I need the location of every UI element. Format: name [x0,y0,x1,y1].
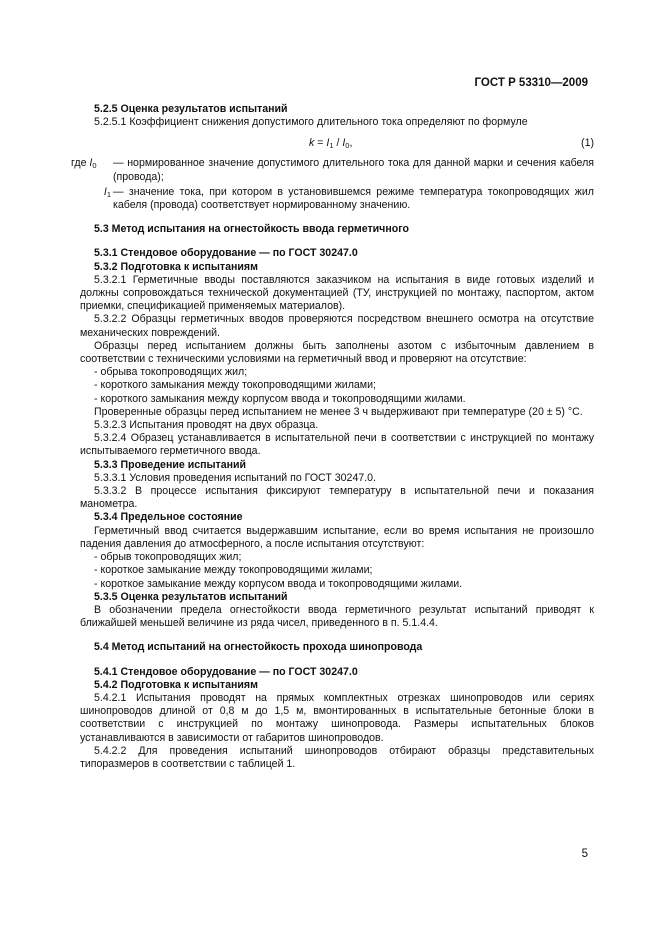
list-item: - обрыв токопроводящих жил; [94,551,242,564]
paragraph-5-3-2-2: 5.3.2.2 Образцы герметичных вводов проверяются посредством внешнего осмотра на отсутствие механических повреждений. [80,313,594,339]
formula-number: (1) [581,137,594,150]
subsection-heading-5-3-4: 5.3.4 Предельное состояние [94,511,243,524]
paragraph-5-3-2-4: 5.3.2.4 Образец устанавливается в испытательной печи в соответствии с инструкцией по монтажу испытываемого герметичного ввода. [80,432,594,458]
list-item: - короткое замыкание между корпусом ввода и токопроводящими жилами. [94,577,463,590]
list-item: - короткого замыкания между токопроводящими жилами; [94,379,376,392]
section-heading-5-3: 5.3 Метод испытания на огнестойкость ввода герметичного [94,223,409,236]
subsection-heading-5-3-3: 5.3.3 Проведение испытаний [94,458,247,471]
subsection-heading-5-3-5: 5.3.5 Оценка результатов испытаний [94,590,288,603]
section-heading-5-4: 5.4 Метод испытаний на огнестойкость прохода шинопровода [94,641,423,654]
paragraph-5-3-2-1: 5.3.2.1 Герметичные вводы поставляются заказчиком на испытания в виде готовых изделий и должны сопровождаться технической документацией (ТУ, инструкцией по монтажу, паспортом, актом приемки, спецификацией применяемых материалов). [80,273,594,313]
list-item: - короткого замыкания между корпусом ввода и токопроводящими жилами. [94,392,466,405]
paragraph-5-3-3-2: 5.3.3.2 В процессе испытания фиксируют температуру в испытательной печи и показания манометра. [80,485,594,511]
subsection-heading-5-3-1: 5.3.1 Стендовое оборудование — по ГОСТ 30247.0 [94,247,358,260]
list-item: - короткое замыкание между токопроводящими жилами; [94,564,373,577]
definition-i0: где $I_0$ — нормированное значение допустимого длительного тока для данной марки и сечения кабеля (провода); [71,157,594,183]
paragraph-5-3-2-3: 5.3.2.3 Испытания проводят на двух образца. [94,419,319,432]
formula-definitions [71,157,594,212]
formula-expression: $k = I_1 / I_0$, [309,137,353,151]
paragraph-5-2-5-1: 5.2.5.1 Коэффициент снижения допустимого длительного тока определяют по формуле [94,116,528,129]
list-item: - обрыва токопроводящих жил; [94,366,248,379]
formula-1 [80,135,594,155]
paragraph-nitrogen-fill: Образцы перед испытанием должны быть заполнены азотом с избыточным давлением в соответствии с техническими условиями на герметичный ввод и проверяют на отсутствие: [80,339,594,366]
subsection-heading-5-4-2: 5.4.2 Подготовка к испытаниям [94,678,258,691]
paragraph-5-4-2-1: 5.4.2.1 Испытания проводят на прямых комплектных отрезках шинопроводов или сериях шинопроводов длиной от 0,8 м до 1,5 м, вмонтированных в испытательные бетонные блоки в соответствии с инструкцией по монтажу шинопровода. Размеры испытательных блоков устанавливаются в зависимости от габаритов шинопроводов. [80,691,594,744]
paragraph-5-3-5: В обозначении предела огнестойкости ввода герметичного результат испытаний приводят к ближайшей меньшей величине из ряда чисел, приведенного в п. 5.1.4.4. [80,603,594,630]
paragraph-5-4-2-2: 5.4.2.2 Для проведения испытаний шинопроводов отбирают образцы представительных типоразмеров в соответствии с таблицей 1. [80,744,594,770]
subsection-heading-5-4-1: 5.4.1 Стендовое оборудование — по ГОСТ 30247.0 [94,665,358,678]
paragraph-5-3-4: Герметичный ввод считается выдержавшим испытание, если во время испытания не произошло падения давления до атмосферного, а после испытания отсутствуют: [80,524,594,550]
definition-i1: $I_1$ — значение тока, при котором в установившемся режиме температура токопроводящих жил кабеля (провода) соответствует нормированному значению. [103,185,594,212]
section-heading-5-2-5: 5.2.5 Оценка результатов испытаний [94,103,288,115]
page-content [71,103,594,771]
subsection-heading-5-3-2: 5.3.2 Подготовка к испытаниям [94,260,258,273]
paragraph-5-3-3-1: 5.3.3.1 Условия проведения испытаний по ГОСТ 30247.0. [94,471,377,484]
page-number: 5 [581,848,588,860]
paragraph-hold-temperature: Проверенные образцы перед испытанием не менее 3 ч выдерживают при температуре (20 ± 5) °С. [94,405,583,418]
standard-header: ГОСТ Р 53310—2009 [474,77,588,89]
